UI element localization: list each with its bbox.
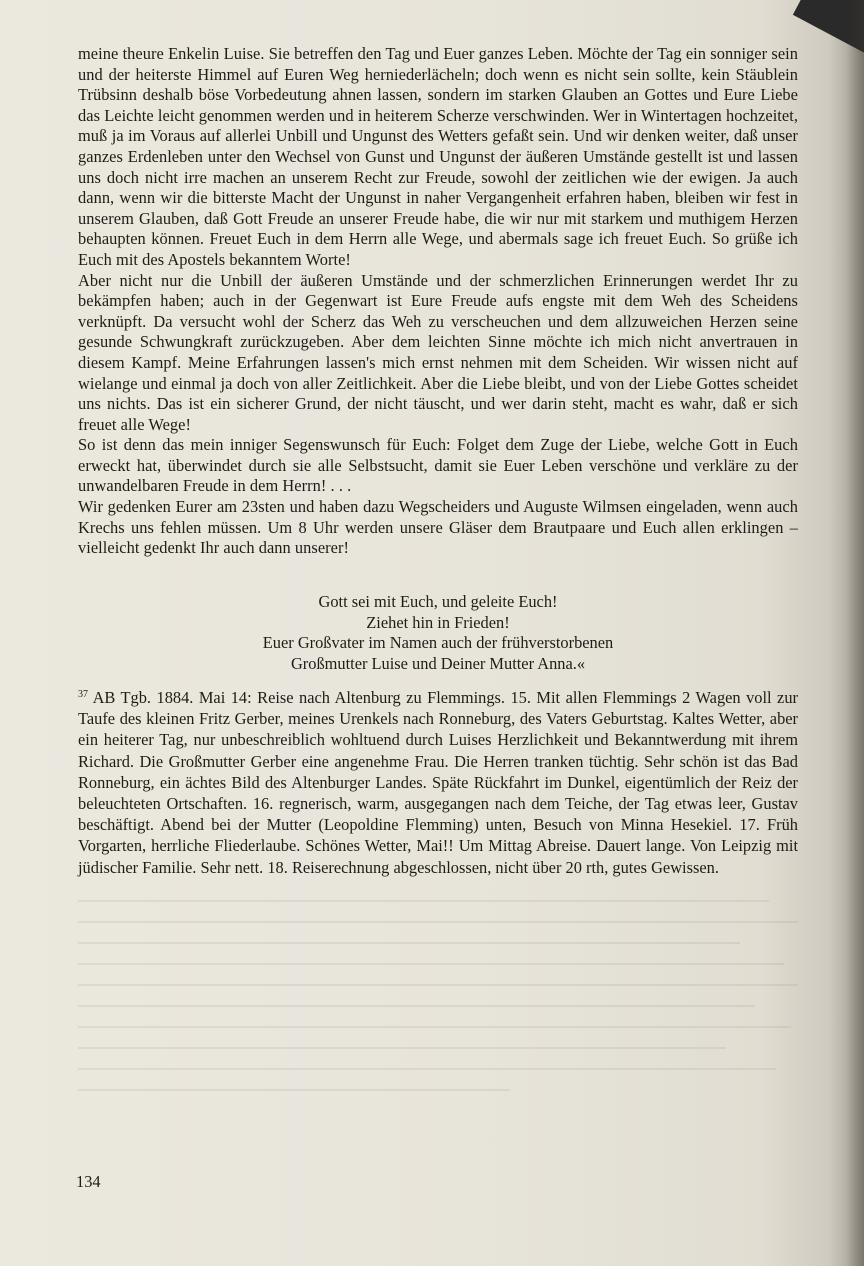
- footnote-number: 37: [78, 689, 88, 700]
- spine-shadow: [846, 0, 864, 1266]
- closing-line-1: Gott sei mit Euch, und geleite Euch!: [318, 592, 558, 611]
- page-number: 134: [76, 1172, 101, 1191]
- letter-paragraph-3: So ist denn das mein inniger Segenswunsch für Euch: Folget dem Zuge der Liebe, welche Gott in Euch erweckt hat, überwindet durch sie alle Selbstsucht, damit sie Euer Leben verschöne und verkläre zu der unwandelbaren Freude in dem Herrn! . . .: [78, 435, 798, 496]
- footnote-text: AB Tgb. 1884. Mai 14: Reise nach Altenburg zu Flemmings. 15. Mit allen Flemmings 2 Wagen voll zur Taufe des kleinen Fritz Gerber, meines Urenkels nach Ronneburg, des Vaters Geburtstag. Kaltes Wetter, aber ein heiterer Tag, nur unbeschreiblich wohltuend durch Luises Herzlichkeit und Bekanntwerdung mit ihrem Richard. Die Großmutter Gerber eine angenehme Frau. Die Herren tranken tüchtig. Sehr schön ist das Bad Ronneburg, ein ächtes Bild des Altenburger Landes. Späte Rückfahrt im Dunkel, eigentümlich der Reiz der beleuchteten Ortschaften. 16. regnerisch, warm, ausgegangen nach dem Teiche, der Tag etwas leer, Gustav beschäftigt. Abend bei der Mutter (Leopoldine Flemming) unten, Besuch von Minna Hesekiel. 17. Früh Vorgarten, herrliche Fliederlaube. Schönes Wetter, Mai!! Um Mittag Abreise. Dauert lange. Von Leipzig mit jüdischer Familie. Sehr nett. 18. Reiserechnung abgeschlossen, nicht über 20 rth, gutes Gewissen.: [78, 688, 798, 877]
- letter-paragraph-2: Aber nicht nur die Unbill der äußeren Umstände und der schmerzlichen Erinnerungen werdet Ihr zu bekämpfen haben; auch in der Gegenwart ist Eure Freude aufs engste mit dem Weh des Scheidens verknüpft. Da versucht wohl der Scherz das Weh zu verscheuchen und dem allzuweichen Herzen seine gesunde Schwungkraft zurückzugeben. Aber dem leichten Sinne möchte ich mich nicht anvertrauen in diesem Kampf. Meine Erfahrungen lassen's mich ernst nehmen mit dem Scheiden. Wir wissen nicht auf wielange und einmal ja doch von aller Zeitlichkeit. Aber die Liebe bleibt, und von der Liebe Gottes scheidet uns nichts. Das ist ein sicherer Grund, der nicht täuscht, und wer darin steht, macht es wahr, daß er sich freuet alle Wege!: [78, 270, 798, 434]
- letter-paragraph-1: meine theure Enkelin Luise. Sie betreffen den Tag und Euer ganzes Leben. Möchte der Tag ein sonniger sein und der heiterste Himmel auf Euren Weg herniederlächeln; doch wenn es nicht sein sollte, kein Stäublein Trübsinn deshalb böse Vorbedeutung ahnen lassen, sondern im starken Glauben an Gottes und Eure Liebe das Leichte leicht genommen werden und in heiterem Scherze verschwinden. Wer in Wintertagen hochzeitet, muß ja im Voraus auf allerlei Unbill und Ungunst des Wetters gefaßt sein. Und wir denken weiter, daß unser ganzes Erdenleben unter den Wechsel von Gunst und Ungunst der äußeren Umstände gestellt ist und lassen uns doch nicht irre machen an unserem Recht zur Freude, sowohl der zeitlichen wie der ewigen. Ja auch dann, wenn wir die bitterste Macht der Ungunst in naher Vergangenheit erfahren haben, bleiben wir fest in unserem Glauben, daß Gott Freude an unserer Freude habe, die wir nur mit starkem und muthigem Herzen behaupten können. Freuet Euch in dem Herrn alle Wege, und abermals sage ich freuet Euch. So grüße ich Euch mit des Apostels bekanntem Worte!: [78, 44, 798, 269]
- show-through-text: [78, 900, 798, 1150]
- closing-line-4: Großmutter Luise und Deiner Mutter Anna.«: [290, 653, 586, 673]
- letter-text: [78, 44, 798, 559]
- footnote: [78, 684, 798, 878]
- closing-line-3: Euer Großvater im Namen auch der frühverstorbenen: [262, 633, 614, 653]
- letter-closing: [78, 592, 798, 674]
- letter-paragraph-4: Wir gedenken Eurer am 23sten und haben dazu Wegscheiders und Auguste Wilmsen eingeladen, wenn auch Krechs uns fehlen müssen. Um 8 Uhr werden unsere Gläser dem Brautpaare und Euch allen erklingen – vielleicht gedenkt Ihr auch dann unserer!: [78, 497, 798, 558]
- closing-line-2: Ziehet hin in Frieden!: [366, 612, 510, 632]
